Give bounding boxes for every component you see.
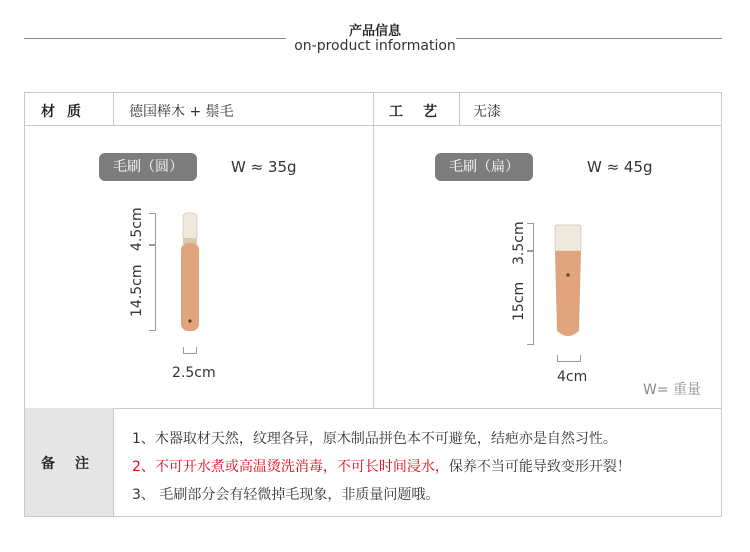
remarks-row-divider: [25, 408, 721, 409]
flat-brush-handle: [555, 251, 581, 336]
remark-2-warning: 不可开水煮或高温烫洗消毒，不可长时间浸水，: [154, 459, 449, 475]
center-divider: [373, 93, 374, 408]
spec-col-divider-1: [113, 93, 114, 125]
flat-brush-label: 毛刷（扁）: [435, 153, 533, 181]
flat-brush-bristle-length: 3.5cm: [511, 221, 527, 265]
page-title: 产品信息: [348, 24, 401, 39]
product-info-table: [24, 92, 722, 517]
round-brush-bristle-length: 4.5cm: [129, 207, 145, 251]
remark-item-3: [132, 484, 439, 504]
remark-1-text: 木器取材天然，纹理各异，原木制品拼色本不可避免，结疤亦是自然习性。: [154, 431, 617, 447]
remark-item-2: [132, 456, 631, 476]
round-width-bracket: [183, 347, 197, 354]
remark-3-text: 毛刷部分会有轻微掉毛现象，非质量问题哦。: [154, 487, 440, 503]
flat-bristle-bracket: [527, 223, 534, 251]
craft-label: 工艺: [389, 104, 457, 120]
flat-brush-bristles: [555, 225, 581, 251]
remark-2-text: 保养不当可能导致变形开裂！: [448, 459, 631, 475]
weight-legend: W= 重量: [643, 382, 702, 398]
flat-brush-weight: W ≈ 45g: [587, 158, 653, 176]
flat-brush-hole: [566, 273, 569, 276]
round-brush-handle: [181, 243, 199, 331]
round-brush-width: 2.5cm: [172, 365, 216, 381]
round-brush-hole: [188, 319, 191, 322]
flat-brush-image: [551, 223, 585, 343]
material-label: 材质: [41, 104, 93, 120]
round-brush-image: [175, 211, 205, 331]
flat-width-bracket: [557, 355, 581, 362]
page-subtitle: on-product information: [294, 38, 456, 54]
round-brush-label: 毛刷（圆）: [99, 153, 197, 181]
flat-brush-total-length: 15cm: [511, 281, 527, 321]
round-brush-bristles: [183, 213, 197, 241]
material-value: 德国榉木 + 鬃毛: [129, 104, 234, 120]
remark-item-1: [132, 428, 617, 448]
spec-col-divider-3: [459, 93, 460, 125]
remarks-col-divider: [113, 408, 114, 516]
round-bristle-bracket: [149, 213, 156, 245]
flat-length-bracket: [527, 251, 534, 345]
round-brush-weight: W ≈ 35g: [231, 158, 297, 176]
remark-3-prefix: 3、: [132, 487, 155, 503]
round-length-bracket: [149, 245, 156, 331]
remarks-label: 备注: [41, 456, 109, 472]
remark-2-prefix: 2、: [132, 459, 155, 475]
craft-value: 无漆: [473, 104, 501, 120]
round-brush-total-length: 14.5cm: [129, 264, 145, 317]
flat-brush-width: 4cm: [557, 369, 588, 385]
remark-1-prefix: 1、: [132, 431, 155, 447]
